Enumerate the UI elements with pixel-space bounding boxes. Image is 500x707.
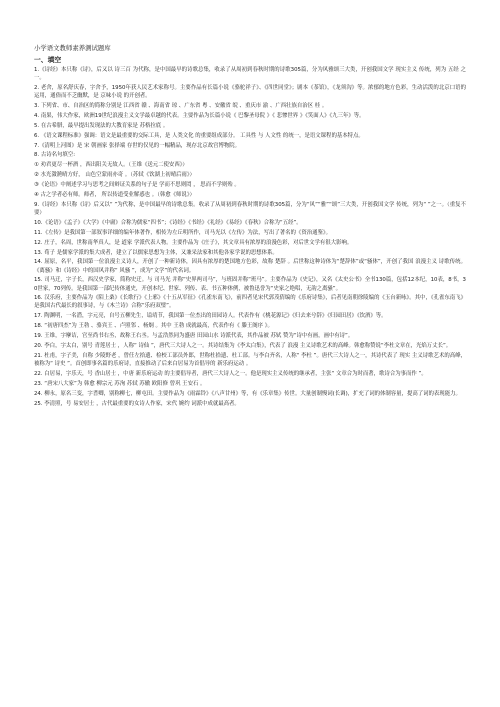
question-item: 10.《论语》《孟子》《大学》《中庸》合称为儒家“四书”；《诗经》《书经》《礼经》《易经》《春秋》合称为“五经”。	[34, 219, 302, 226]
question-item: 22. 白居易，字乐天，号 香山居士 ，中唐 新乐府运动 的主要倡导者，唐代三大诗人之一。他是现实主义传统的继承者，主张“ 文章合为时而著，歌诗合为事而作 ”。	[34, 370, 427, 377]
question-item: 20. 李白，字太白，别号 青莲居士 ，人称“ 诗仙 ”，唐代三大诗人之一。其诗结集为《李太白集》，代表了 浪漫 主义诗歌艺术的高峰。韩愈称赞说“李杜文章在，光焰万丈长”。	[34, 343, 452, 350]
question-item: 6. 《语文课程标准》强调：语文是最重要的交际工具，是 人类文化 的重要组成部分。 工具性 与 人文性 的统一，是语文课程的基本特点。	[34, 132, 364, 139]
question-item: 9.《诗经》本只称《诗》后又以“ ”为代称，是中国最早的诗歌总集。收录了从周初到春秋时期的诗歌305篇，分为“风”“雅”“颂”三大类，开创我国文学 传统，列为“ ”之一。（重复不要）	[34, 201, 466, 216]
question-item: 12. 庄子，名周，世称南华真人，是 道家 学派代表人物。主要作品为《庄子》，其文章具有浓厚的浪漫色彩，对后世文学有很大影响。	[34, 239, 353, 246]
document-title: 小学语文教师素养测试题库	[34, 44, 111, 52]
question-item: 14. 屈原，名平，我国第一位浪漫主义诗人，开创了一种新诗体，因具有浓厚的楚国地方色彩，故称 楚辞 。后世称这种诗体为“楚辞体”或“骚体”，开创了我国 浪漫主义 诗歌传统。《离骚》和《诗经》中的国风并称“ 风骚 ”，成为“文学”的代名词。	[34, 259, 466, 274]
question-item: ④ 古之学者必有师。师者， 所以传道受业解惑也 。（韩愈《师说》）	[34, 191, 195, 198]
question-item: ③《论语》中阐述学习与思考之间辩证关系的句子是 学而不思则罔 ， 思而不学则殆 。	[34, 182, 240, 189]
question-item: ① 劝君更尽一杯酒 ，西出阳关无故人。（王维《送元二使安西》）	[34, 162, 188, 169]
question-item: 2. 老舍，原名舒庆春，字舍予，1950年获人民艺术家称号。主要作品有长篇小说《骆驼祥子》、《四世同堂》；剧本《茶馆》，《龙须沟》等。浓郁的地方色彩，生动活泼的北京口语的运用，通俗而不乏幽默，是 京味小说 的开创者。	[34, 84, 466, 100]
question-item: 1.《诗经》本只称《诗》，后又以 诗三百 为代称，是中国最早的诗歌总集，收录了从周初到春秋时期的诗歌305篇，分为风雅颂三大类，开创我国文学 现实主义 传统，列为 五经 之一。	[34, 67, 466, 82]
section-heading-fill-in: 一、填空	[34, 56, 62, 64]
question-item: 13. 荀子 是儒家学派的集大成者，建立了以儒家思想为主体，又兼采法家和其他各家学说的思想体系。	[34, 249, 278, 256]
question-item: 5. 在古希腊，最早提出发现法的大教育家是 苏格拉底 。	[34, 122, 169, 129]
question-item: 18. “初唐四杰”为 王勃 、骆宾王 、卢照邻 、杨炯 。其中 王勃 成就最高，代表作有《 滕王阁序 》。	[34, 323, 273, 330]
question-item: 11.《左传》是我国第一部叙事详细的编年体著作，相传为左丘明所作，司马光以《左传》为法，写出了著名的《资治通鉴》。	[34, 229, 331, 236]
question-list	[34, 66, 466, 408]
question-item: 17. 陶渊明，一名潜，字元亮，自号五柳先生，谥靖节，我国第一位杰出的田园诗人。代表作有《桃花源记》《归去来兮辞》《归园田居》《饮酒》等。	[34, 313, 387, 320]
question-item: 25. 李清照，号 易安居士 ，古代最重要的女诗人作家，宋代 婉约 词派中成就最高者。	[34, 400, 240, 407]
question-item: 7.《清明上河图》是 宋 朝画家 张择端 存世的仅见的一幅精品，现存北京故宫博物院。	[34, 142, 241, 149]
question-item: 19. 王维，字摩诘，官至尚书右丞，故称王右丞。与孟浩然同为盛唐 田园山水 诗派代表，其作品被 苏轼 赞为“诗中有画，画中有诗”。	[34, 333, 354, 340]
question-item: 15. 司马迁，字子长，西汉史学家，简称史迁。与 司马光 并称“史界两司马”，与班固并称“班马”。主要作品为《史记》，又名《太史公书》全书130篇，包括12本纪，10表，8书，30世家，70列传。是我国第一部纪传体通史，开创本纪、世家、列传、表、书五种体例，被鲁迅誉为“史家之绝唱，无韵之离骚”。	[34, 277, 466, 292]
question-item: 16. 汉乐府，主要作品为《陌上桑》《长歌行》《上邪》《十五从军征》《孔雀东南飞》，前四者见宋代郭茂倩编的《乐府诗集》，后者见南朝徐陵编的《玉台新咏》。其中，《孔雀东南飞》是我国古代最长的叙事诗，与《木兰诗》合称“乐府双璧”。	[34, 295, 466, 310]
question-item: 21. 杜甫，字子美，自称 少陵野老 ，曾任左拾遗、检校工部员外郎，世称杜拾遗、杜工部。与李白齐名，人称“ 李杜 ”。唐代三大诗人之一，其诗代表了 现实 主义诗歌艺术的高峰，被称为“ 诗史 ”。首创即事名篇的乐府诗，直接推动了后来白居易为首倡导的 新乐府运动 。	[34, 352, 466, 368]
question-item: 24. 柳永，原名三变，字耆卿，别称柳七，柳屯田。主要作品为《雨霖铃》《八声甘州》等，有《乐章集》传世。大量创制慢词(长调)，扩充了词的体制容量，提高了词的表现能力。	[34, 390, 461, 397]
question-item: 3. 下列省、市、自治区的简称分别是 江西省 赣 、海南省 琼 、广东省 粤 、安徽省 皖 、重庆市 渝 、广西壮族自治区 桂 。	[34, 102, 328, 109]
question-item: ② 水光潋滟晴方好， 山色空蒙雨亦奇 。（苏轼《饮湖上初晴后雨》）	[34, 172, 195, 179]
question-item: 23. “唐宋八大家”为 韩愈 柳宗元 苏洵 苏轼 苏辙 欧阳修 曾巩 王安石 。	[34, 380, 206, 387]
question-item: 8. 古诗名句填空:	[34, 152, 76, 159]
question-item: 4. 南果，伟大作家，欧洲19世纪浪漫主义文学最卓越的代表。主要作品为长篇小说《 巴黎圣母院 》《 悲惨世界 》《笑面人》《九三年》等。	[34, 112, 365, 119]
